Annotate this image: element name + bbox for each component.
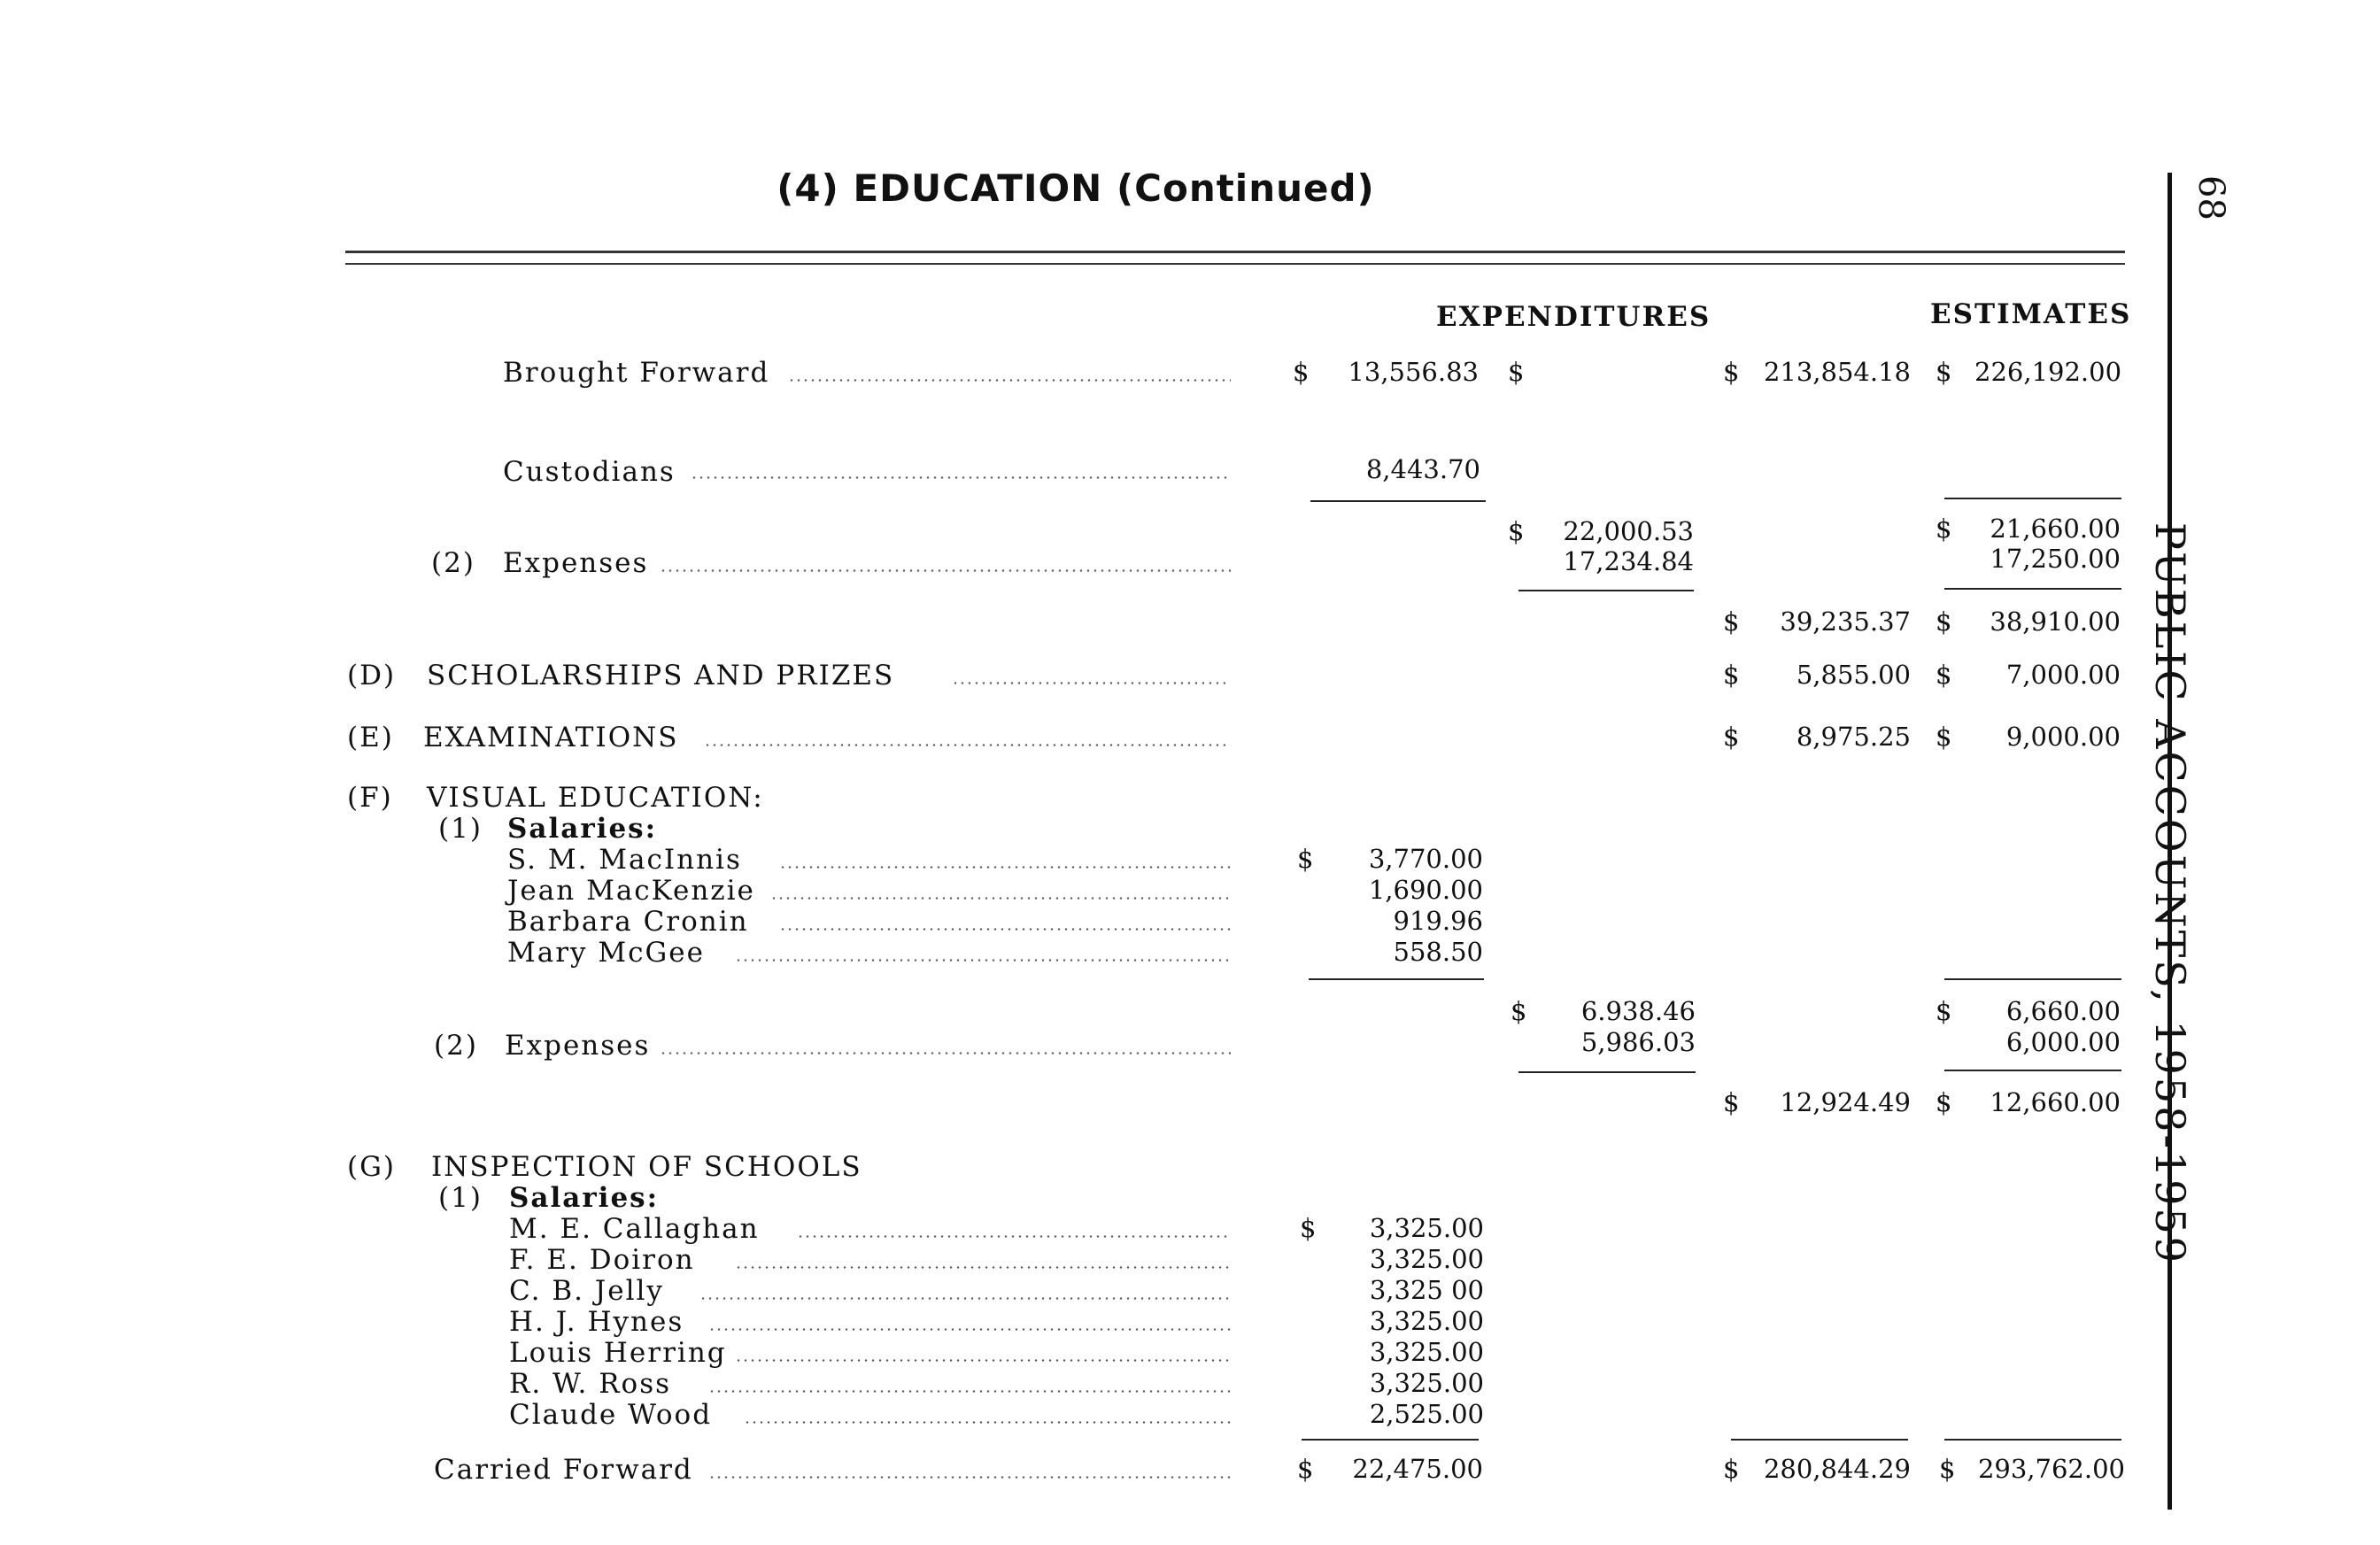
dollar-sign: $ (1511, 996, 1527, 1026)
leader-dots (708, 1476, 1231, 1479)
dollar-sign: $ (1508, 516, 1525, 546)
subtotal-rule (1518, 590, 1694, 591)
leader-dots (704, 744, 1231, 746)
leader-dots (744, 1421, 1231, 1424)
section-d-col4: 7,000.00 (2005, 660, 2121, 690)
section-e-label: EXAMINATIONS (423, 722, 679, 753)
leader-dots (952, 682, 1231, 684)
section-d-col3: 5,855.00 (1796, 660, 1911, 690)
inspector-amount: 3,325.00 (1369, 1244, 1484, 1274)
c-expenses-col4-b: 17,250.00 (1990, 544, 2121, 574)
staff-amount: 3,770.00 (1368, 844, 1483, 874)
section-f-label: VISUAL EDUCATION: (427, 782, 764, 814)
inspector-amount: 2,525.00 (1369, 1399, 1484, 1429)
section-d-label: SCHOLARSHIPS AND PRIZES (427, 660, 895, 691)
section-f-salaries-number: (1) (438, 813, 483, 845)
inspector-amount: 3,325.00 (1369, 1368, 1484, 1398)
c-expenses-col4-a: 21,660.00 (1990, 514, 2121, 544)
f-expenses-col2-a: 6.938.46 (1580, 996, 1696, 1026)
title-rule-top (345, 251, 2125, 253)
title-rule-bottom (345, 263, 2125, 265)
section-e-col4: 9,000.00 (2005, 722, 2121, 752)
f-expenses-label: Expenses (505, 1030, 651, 1062)
dollar-sign: $ (1939, 1454, 1956, 1484)
f-expenses-col2-b: 5,986.03 (1580, 1027, 1696, 1057)
dollar-sign: $ (1723, 1454, 1740, 1484)
total-rule (1302, 1439, 1479, 1441)
staff-amount: 919.96 (1393, 906, 1483, 936)
subtotal-rule (1518, 1071, 1696, 1073)
subtotal-rule (1944, 978, 2121, 980)
f-total-col3: 12,924.49 (1780, 1087, 1911, 1117)
dollar-sign: $ (1508, 357, 1525, 387)
section-e-col3: 8,975.25 (1796, 722, 1911, 752)
page-number: 68 (2191, 175, 2231, 220)
carried-forward-col1: 22,475.00 (1352, 1454, 1483, 1484)
carried-forward-col3: 280,844.29 (1763, 1454, 1911, 1484)
c-expenses-col2-a: 22,000.53 (1563, 516, 1694, 546)
carried-forward-col4: 293,762.00 (1977, 1454, 2125, 1484)
leader-dots (660, 1052, 1231, 1054)
c-expenses-number: (2) (431, 547, 475, 579)
subtotal-rule (1944, 498, 2121, 499)
dollar-sign: $ (1936, 996, 1952, 1026)
brought-forward-label: Brought Forward (503, 357, 770, 389)
brought-forward-col4: 226,192.00 (1974, 357, 2122, 387)
inspector-name: Claude Wood (509, 1399, 713, 1431)
section-e-letter: (E) (347, 722, 394, 753)
dollar-sign: $ (1293, 357, 1310, 387)
estimates-header: ESTIMATES (1930, 298, 2132, 330)
section-g-label: INSPECTION OF SCHOOLS (431, 1151, 862, 1183)
inspector-name: C. B. Jelly (509, 1275, 664, 1307)
dollar-sign: $ (1723, 660, 1740, 690)
f-expenses-col4-a: 6,660.00 (2005, 996, 2121, 1026)
brought-forward-col3: 213,854.18 (1763, 357, 1911, 387)
dollar-sign: $ (1300, 1213, 1317, 1243)
staff-name: Jean MacKenzie (507, 875, 755, 907)
subtotal-rule (1309, 978, 1484, 980)
subtotal-rule (1944, 588, 2121, 590)
section-f-salaries-label: Salaries: (507, 813, 658, 845)
expenditures-header: EXPENDITURES (1436, 301, 1712, 333)
dollar-sign: $ (1723, 357, 1740, 387)
carried-forward-label: Carried Forward (434, 1454, 693, 1486)
total-rule (1944, 1439, 2121, 1441)
leader-dots (691, 476, 1231, 479)
dollar-sign: $ (1297, 1454, 1314, 1484)
inspector-name: H. J. Hynes (509, 1306, 684, 1338)
dollar-sign: $ (1936, 722, 1952, 752)
dollar-sign: $ (1936, 660, 1952, 690)
section-g-letter: (G) (347, 1151, 396, 1183)
leader-dots (735, 959, 1231, 962)
f-expenses-col4-b: 6,000.00 (2005, 1027, 2121, 1057)
inspector-amount: 3,325.00 (1369, 1306, 1484, 1336)
leader-dots (779, 928, 1231, 931)
subtotal-rule (1944, 1070, 2121, 1071)
dollar-sign: $ (1723, 722, 1740, 752)
dollar-sign: $ (1297, 844, 1314, 874)
staff-name: Mary McGee (507, 937, 705, 969)
staff-amount: 558.50 (1393, 937, 1483, 967)
staff-name: Barbara Cronin (507, 906, 749, 938)
dollar-sign: $ (1936, 357, 1952, 387)
inspector-name: R. W. Ross (509, 1368, 672, 1400)
leader-dots (788, 379, 1231, 382)
dollar-sign: $ (1723, 1087, 1740, 1117)
dollar-sign: $ (1936, 606, 1952, 637)
inspector-amount: 3,325 00 (1369, 1275, 1484, 1305)
dollar-sign: $ (1936, 514, 1952, 544)
staff-name: S. M. MacInnis (507, 844, 742, 876)
leader-dots (797, 1235, 1231, 1238)
inspector-name: F. E. Doiron (509, 1244, 695, 1276)
running-head: PUBLIC ACCOUNTS, 1958-1959 (2146, 522, 2194, 1266)
leader-dots (708, 1328, 1231, 1331)
page-title: (4) EDUCATION (Continued) (777, 166, 1375, 210)
subtotal-rule (1310, 500, 1486, 502)
leader-dots (699, 1297, 1231, 1300)
c-expenses-label: Expenses (503, 547, 649, 579)
custodians-col1: 8,443.70 (1365, 454, 1480, 484)
section-g-salaries-number: (1) (438, 1182, 483, 1214)
inspector-name: Louis Herring (509, 1337, 727, 1369)
brought-forward-col1: 13,556.83 (1348, 357, 1479, 387)
c-total-col4: 38,910.00 (1990, 606, 2121, 637)
staff-amount: 1,690.00 (1368, 875, 1483, 905)
c-total-col3: 39,235.37 (1780, 606, 1911, 637)
dollar-sign: $ (1723, 606, 1740, 637)
total-rule (1731, 1439, 1908, 1441)
dollar-sign: $ (1936, 1087, 1952, 1117)
f-total-col4: 12,660.00 (1990, 1087, 2121, 1117)
leader-dots (779, 866, 1231, 869)
c-expenses-col2-b: 17,234.84 (1563, 546, 1694, 576)
leader-dots (770, 897, 1231, 900)
section-f-letter: (F) (347, 782, 393, 814)
leader-dots (660, 569, 1231, 572)
section-d-letter: (D) (347, 660, 397, 691)
inspector-amount: 3,325.00 (1369, 1337, 1484, 1367)
f-expenses-number: (2) (434, 1030, 478, 1062)
inspector-name: M. E. Callaghan (509, 1213, 760, 1245)
custodians-label: Custodians (503, 456, 676, 488)
inspector-amount: 3,325.00 (1369, 1213, 1484, 1243)
section-g-salaries-label: Salaries: (509, 1182, 660, 1214)
leader-dots (708, 1390, 1231, 1393)
leader-dots (735, 1359, 1231, 1362)
leader-dots (735, 1266, 1231, 1269)
